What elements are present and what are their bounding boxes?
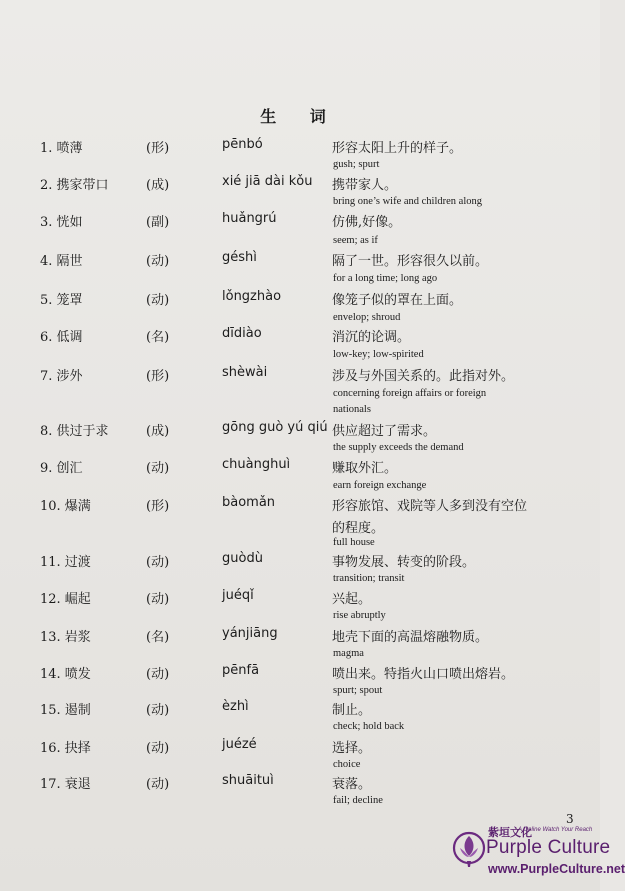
entry-pinyin: shèwài — [222, 365, 268, 380]
entry-word: 7. 涉外 — [40, 369, 83, 384]
entry-pinyin: huǎngrú — [222, 211, 277, 226]
entry-definition-cn: 形容旅馆、戏院等人多到没有空位 — [332, 499, 528, 514]
entry-pinyin: pēnfā — [222, 663, 260, 678]
entry-definition-cn: 兴起。 — [332, 592, 372, 607]
entry-definition-en: seem; as if — [333, 235, 378, 246]
entry-part-of-speech: (副) — [146, 215, 170, 230]
entry-word: 15. 遏制 — [40, 703, 91, 718]
entry-definition-en: choice — [333, 759, 361, 770]
vocab-entry — [0, 211, 600, 255]
entry-part-of-speech: (动) — [146, 555, 170, 570]
entry-pinyin: pēnbó — [222, 137, 263, 152]
entry-definition-en: bring one’s wife and children along — [333, 196, 482, 207]
entry-definition-en: envelop; shroud — [333, 312, 401, 323]
entry-definition-cn: 制止。 — [332, 703, 372, 718]
entry-word: 17. 衰退 — [40, 777, 91, 792]
watermark-logo — [452, 824, 625, 884]
entry-pinyin: yánjiāng — [222, 626, 278, 641]
entry-definition-en: rise abruptly — [333, 610, 386, 621]
entry-part-of-speech: (成) — [146, 424, 170, 439]
entry-pinyin: gōng guò yú qiú — [222, 420, 328, 435]
page-number: 3 — [566, 812, 574, 826]
entry-word: 4. 隔世 — [40, 254, 83, 269]
section-title: 生 词 — [260, 107, 340, 126]
entry-definition-en: gush; spurt — [333, 159, 380, 170]
vocab-entry — [0, 365, 600, 415]
entry-word: 13. 岩浆 — [40, 630, 91, 645]
entry-definition-cn: 地壳下面的高温熔融物质。 — [332, 630, 489, 645]
entry-definition-cn: 衰落。 — [332, 777, 372, 792]
entry-definition-cn: 事物发展、转变的阶段。 — [332, 555, 476, 570]
entry-word: 1. 喷薄 — [40, 141, 83, 156]
entry-pinyin: lǒngzhào — [222, 289, 282, 304]
entry-word: 10. 爆满 — [40, 499, 91, 514]
entry-word: 3. 恍如 — [40, 215, 83, 230]
entry-definition-en-cont: nationals — [333, 404, 371, 415]
entry-part-of-speech: (动) — [146, 592, 170, 607]
entry-definition-en: for a long time; long ago — [333, 273, 438, 284]
entry-definition-cn: 供应超过了需求。 — [332, 424, 437, 439]
entry-part-of-speech: (形) — [146, 141, 170, 156]
entry-word: 5. 笼罩 — [40, 293, 83, 308]
entry-definition-cn: 喷出来。特指火山口喷出熔岩。 — [332, 667, 515, 682]
entry-definition-en: earn foreign exchange — [333, 480, 427, 491]
entry-part-of-speech: (成) — [146, 178, 170, 193]
entry-word: 9. 创汇 — [40, 461, 83, 476]
entry-word: 12. 崛起 — [40, 592, 91, 607]
entry-part-of-speech: (动) — [146, 667, 170, 682]
entry-pinyin: bàomǎn — [222, 495, 276, 510]
entry-definition-en: transition; transit — [333, 573, 405, 584]
entry-definition-en: spurt; spout — [333, 685, 383, 696]
vocab-entry — [0, 326, 600, 370]
entry-word: 8. 供过于求 — [40, 424, 109, 439]
entry-definition-cn-cont: 的程度。 — [332, 521, 385, 536]
vocab-entry — [0, 250, 600, 294]
entry-pinyin: xié jiā dài kǒu — [222, 174, 313, 189]
entry-definition-cn: 形容太阳上升的样子。 — [332, 141, 463, 156]
entry-pinyin: èzhì — [222, 699, 249, 714]
entry-definition-cn: 选择。 — [332, 741, 372, 756]
entry-part-of-speech: (名) — [146, 630, 170, 645]
entry-definition-cn: 涉及与外国关系的。此指对外。 — [332, 369, 515, 384]
entry-definition-en: check; hold back — [333, 721, 405, 732]
watermark-cn: 紫垣文化 — [488, 826, 532, 839]
entry-part-of-speech: (形) — [146, 369, 170, 384]
entry-word: 2. 携家带口 — [40, 178, 109, 193]
entry-part-of-speech: (动) — [146, 741, 170, 756]
entry-word: 11. 过渡 — [40, 555, 91, 570]
entry-definition-cn: 像笼子似的罩在上面。 — [332, 293, 463, 308]
entry-part-of-speech: (动) — [146, 703, 170, 718]
entry-pinyin: juéqǐ — [222, 588, 254, 603]
entry-definition-en: low-key; low-spirited — [333, 349, 424, 360]
entry-part-of-speech: (形) — [146, 499, 170, 514]
entry-pinyin: chuànghuì — [222, 457, 291, 472]
watermark-tagline: A Online Watch Your Reach — [518, 827, 593, 833]
watermark-name: Purple Culture — [486, 837, 611, 858]
entry-definition-cn: 仿佛,好像。 — [332, 215, 402, 230]
entry-definition-en: magma — [333, 648, 364, 659]
entry-part-of-speech: (动) — [146, 777, 170, 792]
entry-definition-en: the supply exceeds the demand — [333, 442, 464, 453]
entry-word: 16. 抉择 — [40, 741, 91, 756]
entry-part-of-speech: (动) — [146, 254, 170, 269]
watermark-url: www.PurpleCulture.net — [488, 862, 625, 876]
entry-definition-en: concerning foreign affairs or foreign — [333, 388, 487, 399]
entry-definition-en: full house — [333, 537, 375, 548]
entry-word: 14. 喷发 — [40, 667, 91, 682]
entry-pinyin: juézé — [222, 737, 257, 752]
vocab-entry — [0, 773, 600, 817]
entry-pinyin: géshì — [222, 250, 257, 265]
entry-pinyin: shuāituì — [222, 773, 274, 788]
entry-definition-cn: 消沉的论调。 — [332, 330, 411, 345]
entry-definition-cn: 携带家人。 — [332, 178, 398, 193]
entry-pinyin: dīdiào — [222, 326, 262, 341]
lotus-logo-icon — [452, 826, 486, 870]
entry-pinyin: guòdù — [222, 551, 263, 566]
vocab-entry — [0, 495, 600, 548]
entry-part-of-speech: (名) — [146, 330, 170, 345]
entry-part-of-speech: (动) — [146, 461, 170, 476]
entry-part-of-speech: (动) — [146, 293, 170, 308]
entry-definition-cn: 赚取外汇。 — [332, 461, 398, 476]
entry-definition-cn: 隔了一世。形容很久以前。 — [332, 254, 489, 269]
entry-definition-en: fail; decline — [333, 795, 383, 806]
entry-word: 6. 低调 — [40, 330, 83, 345]
